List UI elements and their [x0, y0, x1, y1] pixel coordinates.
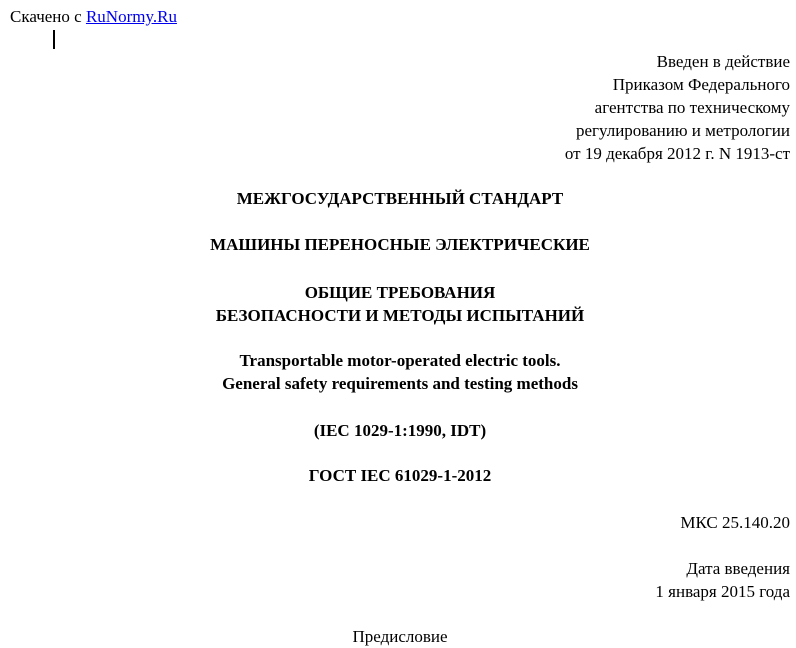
source-line	[10, 5, 177, 28]
text-cursor	[53, 30, 55, 49]
introduced-line: от 19 декабря 2012 г. N 1913-ст	[564, 144, 790, 163]
introduction-date-line: Дата введения	[686, 559, 790, 578]
standard-subtitle	[0, 281, 796, 327]
iec-reference	[0, 419, 796, 442]
gost-number-text: ГОСТ IEC 61029-1-2012	[308, 466, 492, 485]
introduction-date-block	[655, 557, 790, 603]
source-prefix: Скачено с	[10, 7, 86, 26]
introduced-line: агентства по техническому	[594, 98, 790, 117]
introduced-block	[565, 50, 790, 165]
iec-reference-text: (IEC 1029-1:1990, IDT)	[313, 421, 487, 440]
standard-type-text: МЕЖГОСУДАРСТВЕННЫЙ СТАНДАРТ	[236, 189, 564, 208]
introduced-line: Приказом Федерального	[612, 75, 790, 94]
source-link[interactable]: RuNormy.Ru	[85, 7, 177, 26]
standard-name-text: МАШИНЫ ПЕРЕНОСНЫЕ ЭЛЕКТРИЧЕСКИЕ	[210, 235, 590, 254]
subtitle-line: БЕЗОПАСНОСТИ И МЕТОДЫ ИСПЫТАНИЙ	[215, 306, 585, 325]
english-title	[0, 349, 796, 395]
introduced-line: Введен в действие	[656, 52, 790, 71]
introduced-line: регулированию и метрологии	[575, 121, 790, 140]
standard-name-heading	[0, 233, 796, 256]
english-title-line: Transportable motor-operated electric tools.	[239, 351, 561, 370]
gost-number	[0, 464, 796, 487]
english-title-line: General safety requirements and testing methods	[222, 374, 578, 393]
subtitle-line: ОБЩИЕ ТРЕБОВАНИЯ	[304, 283, 496, 302]
mks-code: МКС 25.140.20	[680, 513, 790, 532]
standard-type-heading	[0, 187, 796, 210]
preface-heading: Предисловие	[352, 627, 448, 646]
introduction-date-line: 1 января 2015 года	[655, 582, 790, 601]
